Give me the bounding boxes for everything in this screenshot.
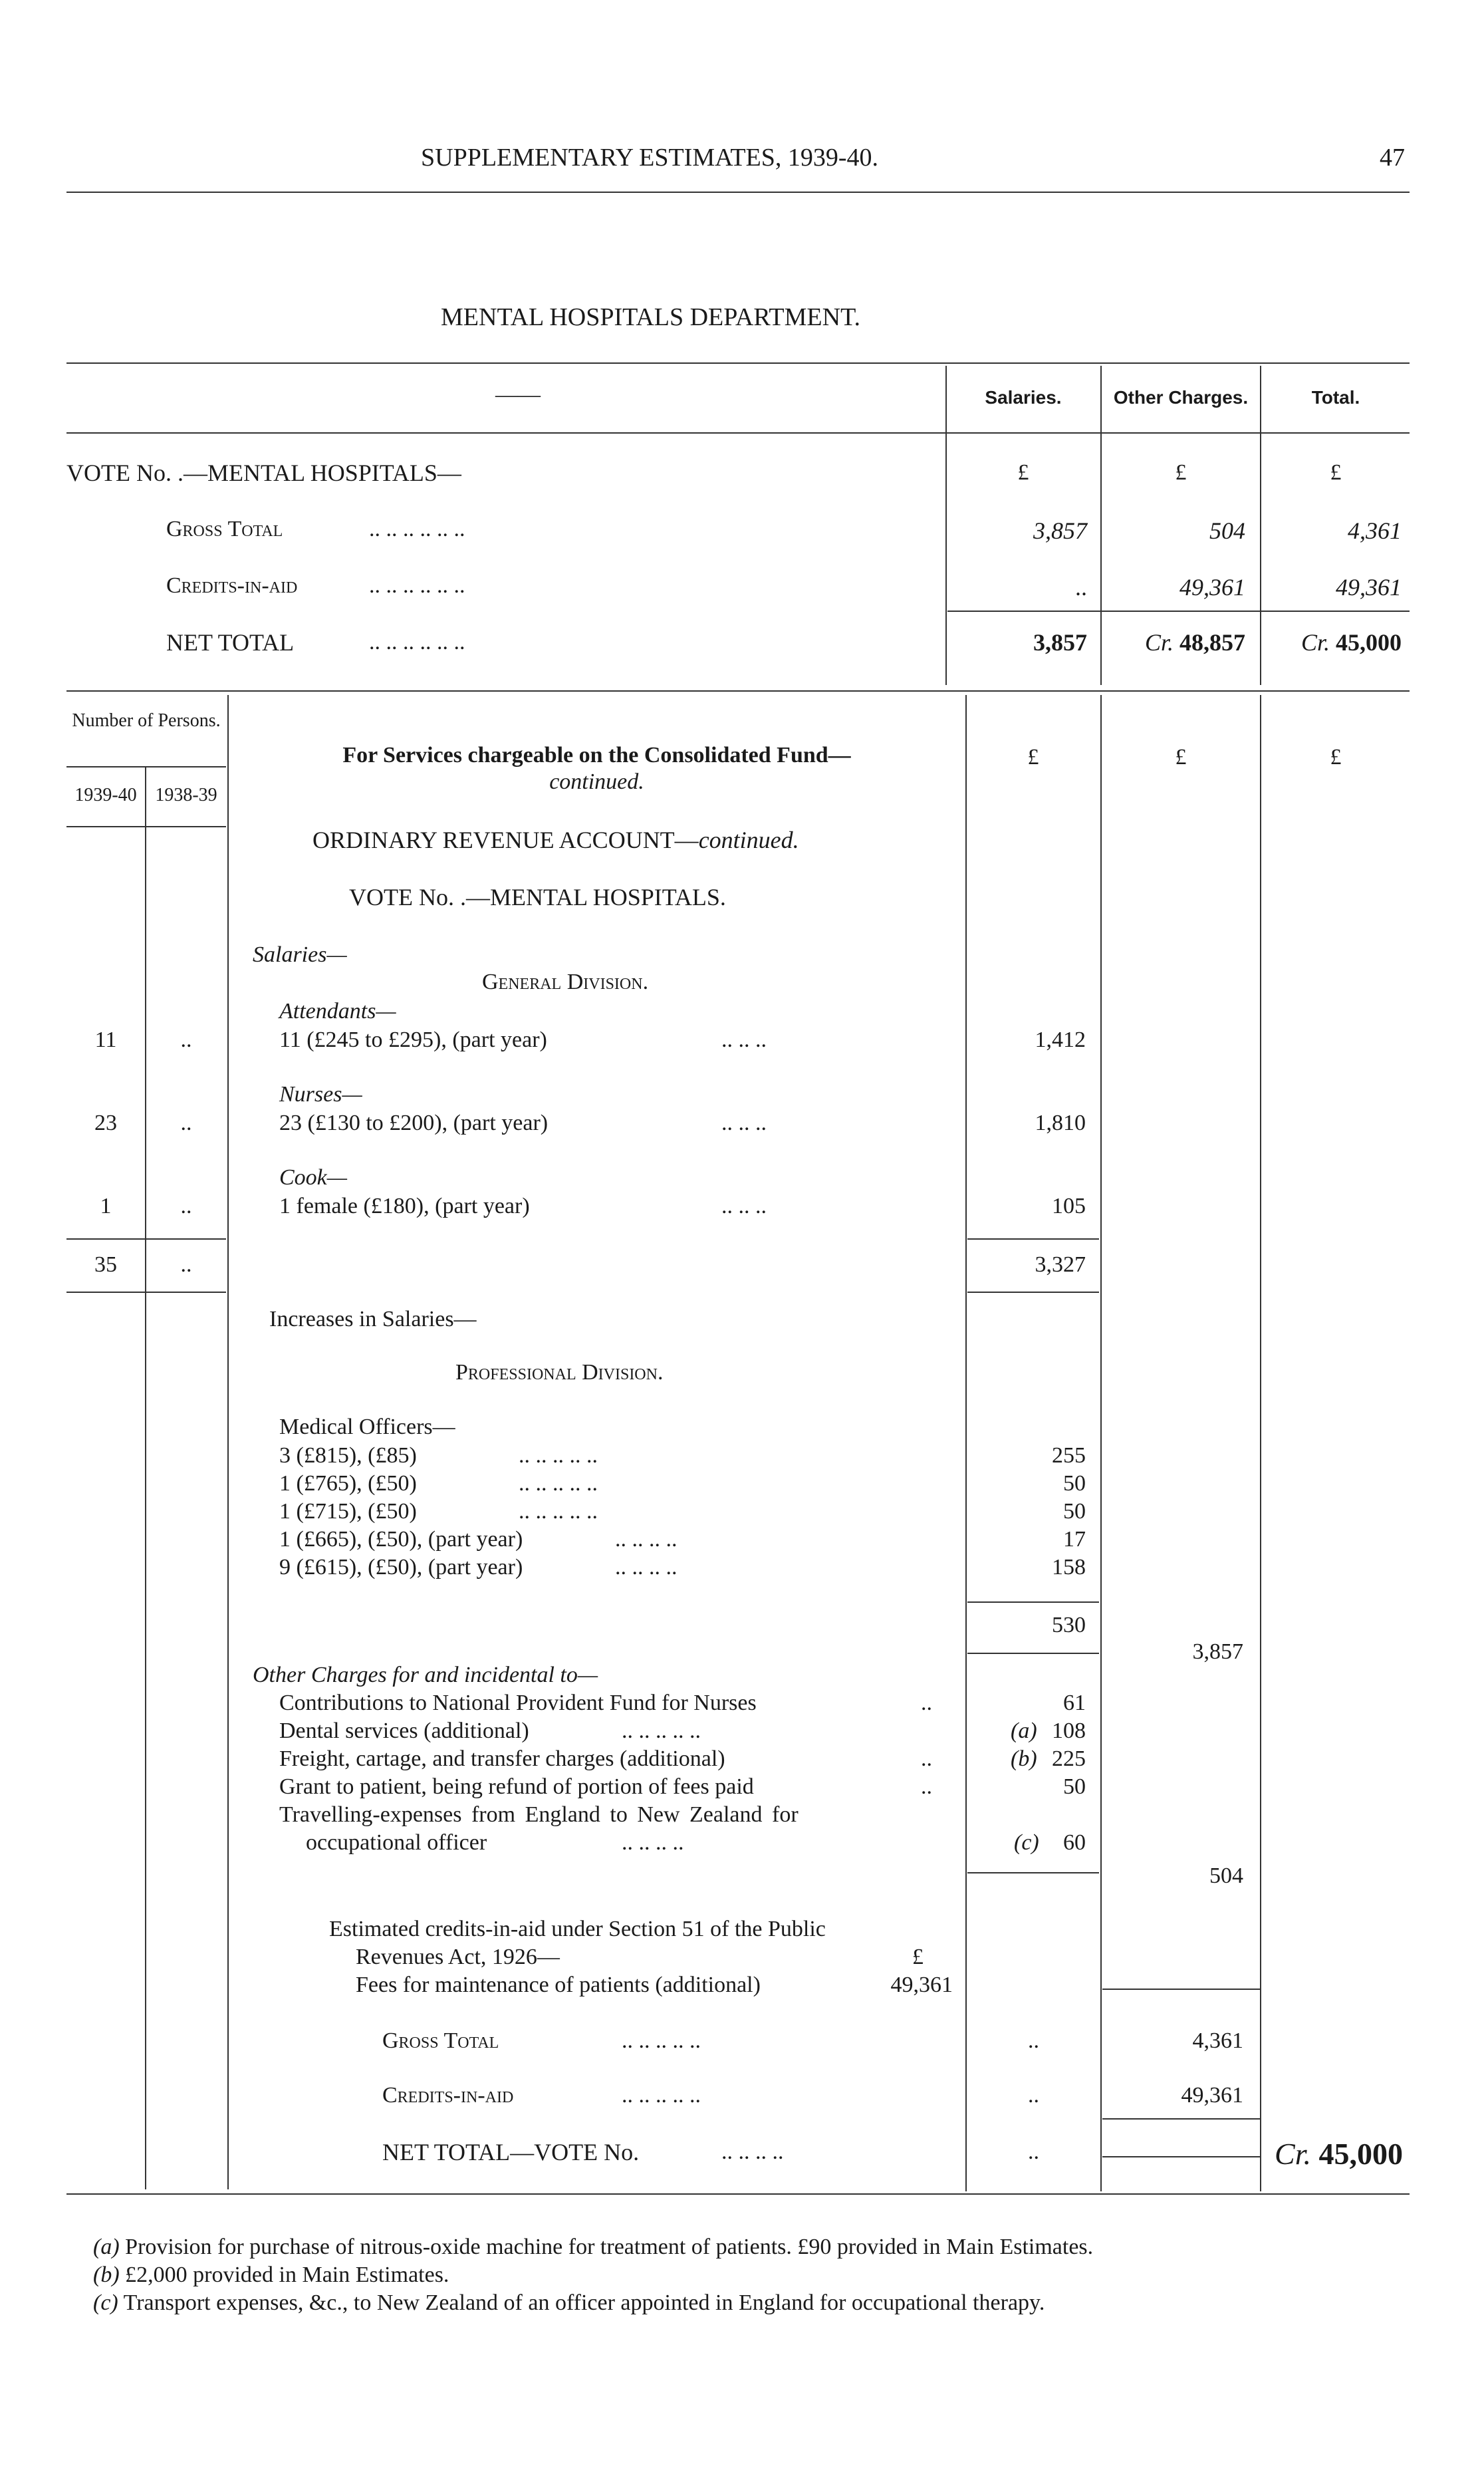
other-charge-amount: 50 [1063, 1774, 1086, 1799]
other-charge-line: Freight, cartage, and transfer charges (additional) [279, 1746, 725, 1771]
detail-net-salaries: .. [1028, 2139, 1039, 2164]
medical-line: 3 (£815), (£85) [279, 1443, 417, 1468]
detail-net-label: NET TOTAL—VOTE No. [382, 2139, 640, 2165]
leader-dots: .. .. .. .. .. [519, 1471, 598, 1496]
summary-credits-other: 49,361 [1179, 574, 1245, 601]
credit-prefix: Cr. [1275, 2137, 1311, 2171]
leader-dots: .. .. .. [721, 1111, 767, 1135]
general-division-heading: General Division. [482, 970, 649, 994]
footnote-mark: (c) [93, 2290, 118, 2315]
salaries-col-divider [965, 695, 967, 2191]
attendants-amount: 1,412 [1035, 1028, 1086, 1052]
detail-gross-total: 4,361 [1192, 2028, 1243, 2053]
detail-top-rule [66, 690, 1410, 692]
col-salaries-header: Salaries. [985, 387, 1062, 408]
salaries-total: 3,857 [1192, 1639, 1243, 1664]
medical-amount: 17 [1063, 1527, 1086, 1552]
footnote-ref-b: (b) [1011, 1746, 1037, 1771]
increases-label: Increases in Salaries— [269, 1307, 477, 1331]
footnote-text: Transport expenses, &c., to New Zealand of an officer appointed in England for occupational therapy. [123, 2290, 1045, 2315]
amount-sum-rule [967, 1872, 1099, 1873]
currency-symbol: £ [1175, 460, 1187, 485]
year-col-divider [145, 766, 146, 2189]
other-charge-line: Contributions to National Provident Fund for Nurses [279, 1691, 757, 1715]
credit-prefix: Cr. [1144, 629, 1174, 656]
persons-header: Number of Persons. [72, 710, 221, 731]
summary-dash: —— [495, 382, 541, 407]
leader-dots: .. [921, 1774, 932, 1799]
amount-sum-rule [967, 1653, 1099, 1654]
nurses-amount: 1,810 [1035, 1111, 1086, 1135]
detail-gross-salaries: .. [1028, 2028, 1039, 2053]
medical-amount: 158 [1052, 1555, 1086, 1580]
leader-dots: .. [921, 1746, 932, 1771]
medical-line: 9 (£615), (£50), (part year) [279, 1555, 523, 1580]
persons-1939: 1 [100, 1194, 112, 1218]
persons-1938: .. [180, 1194, 192, 1218]
net-dash-rule [1102, 2156, 1260, 2157]
detail-bottom-rule [66, 2193, 1410, 2195]
summary-header-rule [66, 432, 1410, 434]
leader-dots: .. .. .. .. [615, 1555, 678, 1580]
summary-top-rule [66, 362, 1410, 364]
cook-amount: 105 [1052, 1194, 1086, 1218]
summary-sum-rule [947, 611, 1410, 612]
credits-currency: £ [912, 1945, 924, 1969]
medical-line: 1 (£665), (£50), (part year) [279, 1527, 523, 1552]
summary-vote-title: VOTE No. .—MENTAL HOSPITALS— [66, 460, 461, 486]
services-title: For Services chargeable on the Consolidated Fund— [342, 743, 851, 767]
travel-line-1: Travelling-expenses from England to New Zealand for [279, 1802, 799, 1827]
salaries-subtotal: 3,327 [1035, 1252, 1086, 1277]
persons-header-rule [66, 766, 226, 767]
footnote-b [93, 2263, 449, 2288]
summary-gross-salaries: 3,857 [1033, 517, 1087, 544]
ordinary-revenue-heading [312, 826, 799, 854]
other-charge-amount: 225 [1052, 1746, 1086, 1771]
other-charge-amount: 61 [1063, 1691, 1086, 1715]
summary-col-divider [1100, 366, 1102, 685]
summary-credits-salaries: .. [1075, 574, 1087, 601]
leader-dots: .. .. .. .. [615, 1527, 678, 1552]
amount-sum-rule [967, 1238, 1099, 1240]
leader-dots: .. .. .. .. .. [519, 1443, 598, 1468]
persons-sum-rule [66, 1292, 226, 1293]
footnote-a [93, 2235, 1093, 2260]
leader-dots: .. .. .. .. [622, 1830, 684, 1855]
footnote-ref-a: (a) [1011, 1719, 1037, 1743]
medical-line: 1 (£765), (£50) [279, 1471, 417, 1496]
persons-sum-rule [66, 1238, 226, 1240]
leader-dots: .. .. .. .. .. [519, 1499, 598, 1524]
detail-net-total-value: 45,000 [1318, 2137, 1403, 2171]
credits-note-line-1: Estimated credits-in-aid under Section 51 of the Public [329, 1917, 826, 1941]
summary-net-other [1102, 628, 1245, 656]
leader-dots: .. .. .. [721, 1028, 767, 1052]
summary-net-other-value: 48,857 [1179, 629, 1245, 656]
professional-division-heading: Professional Division. [455, 1360, 664, 1385]
detail-credits-salaries: .. [1028, 2083, 1039, 2108]
summary-net-total [1262, 628, 1402, 656]
credit-prefix: Cr. [1300, 629, 1330, 656]
footnote-ref-c: (c) [1014, 1830, 1039, 1855]
services-continued: continued. [549, 769, 644, 794]
persons-1939: 11 [94, 1028, 117, 1052]
other-charges-total: 504 [1209, 1863, 1243, 1888]
credits-note-line-2: Revenues Act, 1926— [356, 1945, 560, 1969]
leader-dots: .. .. .. .. [721, 2139, 784, 2164]
footnote-mark: (b) [93, 2263, 120, 2287]
summary-leader-dots: .. .. .. .. .. .. [369, 517, 465, 541]
detail-credits-label: Credits-in-aid [382, 2083, 514, 2108]
other-charges-label: Other Charges for and incidental to— [253, 1663, 598, 1687]
detail-gross-label: Gross Total [382, 2028, 499, 2053]
col-total-header: Total. [1311, 387, 1360, 408]
medical-amount: 50 [1063, 1471, 1086, 1496]
detail-vote-title: VOTE No. .—MENTAL HOSPITALS. [349, 884, 726, 910]
amount-sum-rule [967, 1292, 1099, 1293]
currency-symbol: £ [1017, 460, 1029, 485]
medical-total: 530 [1052, 1613, 1086, 1637]
detail-net-total [1262, 2136, 1403, 2171]
summary-leader-dots: .. .. .. .. .. .. [369, 573, 465, 598]
nurses-line: 23 (£130 to £200), (part year) [279, 1111, 549, 1135]
leader-dots: .. .. .. .. .. [622, 2083, 701, 2108]
summary-net-total-value: 45,000 [1336, 629, 1402, 656]
leader-dots: .. .. .. [721, 1194, 767, 1218]
summary-gross-total: 4,361 [1348, 517, 1402, 544]
amount-sum-rule [967, 1601, 1099, 1603]
persons-subtotal: 35 [94, 1252, 117, 1277]
ordinary-revenue-continued: continued. [698, 827, 799, 853]
footnote-mark: (a) [93, 2235, 120, 2259]
page-number: 47 [1380, 144, 1405, 172]
total-col-divider [1260, 695, 1261, 2191]
leader-dots: .. [921, 1691, 932, 1715]
leader-dots: .. .. .. .. .. [622, 2028, 701, 2053]
nurses-heading: Nurses— [279, 1082, 362, 1107]
summary-credits-total: 49,361 [1336, 574, 1402, 601]
footnote-text: £2,000 provided in Main Estimates. [125, 2263, 449, 2287]
years-header-rule [66, 826, 226, 827]
travel-line-2: occupational officer [306, 1830, 487, 1855]
credits-note-line-3: Fees for maintenance of patients (additional) [356, 1973, 761, 1997]
medical-amount: 255 [1052, 1443, 1086, 1468]
medical-line: 1 (£715), (£50) [279, 1499, 417, 1524]
summary-gross-other: 504 [1209, 517, 1245, 544]
currency-symbol: £ [1175, 745, 1187, 769]
persons-1938: .. [180, 1111, 192, 1135]
footnote-text: Provision for purchase of nitrous-oxide machine for treatment of patients. £90 provided in Main Estimates. [125, 2235, 1094, 2259]
attendants-heading: Attendants— [279, 999, 396, 1024]
leader-dots: .. .. .. .. .. [622, 1719, 701, 1743]
ordinary-revenue-text: ORDINARY REVENUE ACCOUNT— [312, 827, 699, 853]
persons-1939: 23 [94, 1111, 117, 1135]
currency-symbol: £ [1330, 745, 1342, 769]
salaries-label: Salaries— [253, 942, 347, 967]
cook-heading: Cook— [279, 1165, 347, 1190]
persons-1938: .. [180, 1028, 192, 1052]
department-title: MENTAL HOSPITALS DEPARTMENT. [441, 303, 860, 331]
travel-amount: 60 [1063, 1830, 1086, 1855]
other-charge-amount: 108 [1052, 1719, 1086, 1743]
other-charge-line: Grant to patient, being refund of portion of fees paid [279, 1774, 754, 1799]
persons-col-divider [227, 695, 229, 2189]
col-other-header: Other Charges. [1113, 387, 1249, 408]
summary-net-label: NET TOTAL [166, 629, 295, 656]
footnote-c [93, 2290, 1045, 2316]
medical-amount: 50 [1063, 1499, 1086, 1524]
persons-subtotal-1938: .. [180, 1252, 192, 1277]
summary-gross-label: Gross Total [166, 517, 283, 541]
cook-line: 1 female (£180), (part year) [279, 1194, 530, 1218]
summary-leader-dots: .. .. .. .. .. .. [369, 630, 465, 654]
summary-net-salaries: 3,857 [1033, 629, 1087, 656]
year-header-1939: 1939-40 [74, 785, 137, 805]
other-sum-rule [1102, 2118, 1260, 2120]
summary-col-divider [1260, 366, 1261, 685]
other-sum-rule [1102, 1989, 1260, 1990]
attendants-line: 11 (£245 to £295), (part year) [279, 1028, 547, 1052]
header-rule [66, 192, 1410, 193]
credits-note-amount: 49,361 [890, 1973, 953, 1997]
other-col-divider [1100, 695, 1102, 2191]
year-header-1938: 1938-39 [155, 785, 217, 805]
summary-credits-label: Credits-in-aid [166, 573, 298, 598]
currency-symbol: £ [1330, 460, 1342, 485]
currency-symbol: £ [1027, 745, 1039, 769]
medical-officers-heading: Medical Officers— [279, 1415, 455, 1439]
detail-credits-total: 49,361 [1181, 2083, 1243, 2108]
other-charge-line: Dental services (additional) [279, 1719, 529, 1743]
page-header-title: SUPPLEMENTARY ESTIMATES, 1939-40. [421, 144, 879, 172]
summary-col-divider [945, 366, 947, 685]
